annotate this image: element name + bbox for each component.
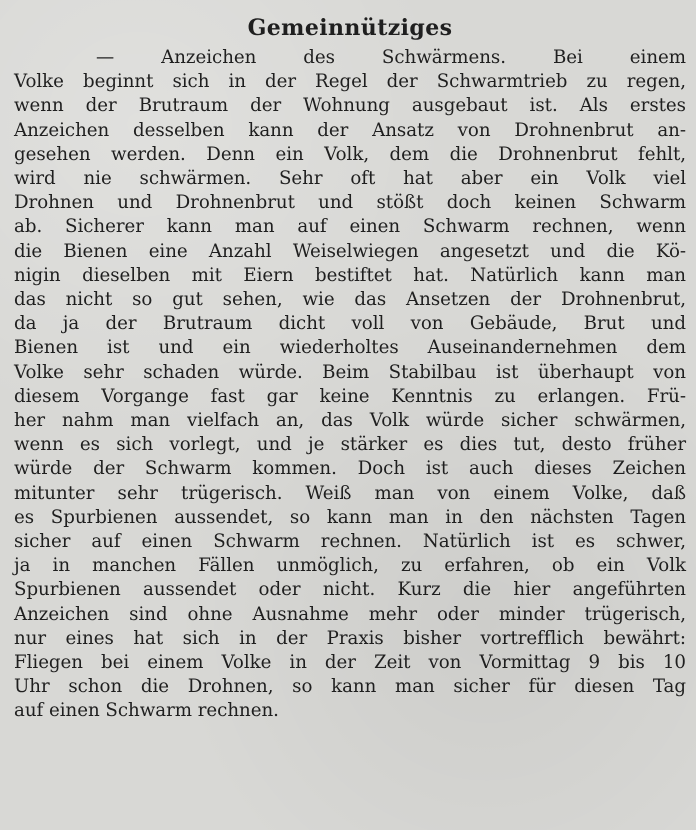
text-line-11: das nicht so gut sehen, wie das Ansetzen der Drohnenbrut,	[14, 289, 686, 311]
text-line-18: würde der Schwarm kommen. Doch ist auch dieses Zeichen	[14, 458, 686, 480]
text-line-8: ab. Sicherer kann man auf einen Schwarm rechnen, wenn	[14, 216, 686, 238]
text-line-4: Anzeichen desselben kann der Ansatz von Drohnenbrut an-	[14, 119, 686, 141]
text-line-16: her nahm man vielfach an, das Volk würde sicher schwärmen,	[14, 410, 686, 432]
text-line-10: nigin dieselben mit Eiern bestiftet hat. Natürlich kann man	[14, 264, 686, 286]
text-line-14: Volke sehr schaden würde. Beim Stabilbau ist überhaupt von	[14, 361, 686, 383]
text-line-7: Drohnen und Drohnenbrut und stößt doch keinen Schwarm	[14, 192, 686, 214]
text-line-17: wenn es sich vorlegt, und je stärker es dies tut, desto früher	[14, 434, 686, 456]
text-line-13: Bienen ist und ein wiederholtes Auseinandernehmen dem	[14, 337, 686, 359]
text-line-21: sicher auf einen Schwarm rechnen. Natürlich ist es schwer,	[14, 531, 686, 553]
article-body	[14, 46, 686, 724]
text-line-23: Spurbienen aussendet oder nicht. Kurz die hier angeführten	[14, 579, 686, 601]
text-line-22: ja in manchen Fällen unmöglich, zu erfahren, ob ein Volk	[14, 555, 686, 577]
text-line-19: mitunter sehr trügerisch. Weiß man von einem Volke, daß	[14, 482, 686, 504]
text-line-5: gesehen werden. Denn ein Volk, dem die Drohnenbrut fehlt,	[14, 143, 686, 165]
text-line-9: die Bienen eine Anzahl Weiselwiegen angesetzt und die Kö-	[14, 240, 686, 262]
text-line-2: Volke beginnt sich in der Regel der Schwarmtrieb zu regen,	[14, 71, 686, 93]
text-line-24: Anzeichen sind ohne Ausnahme mehr oder minder trügerisch,	[14, 603, 686, 625]
text-line-27: Uhr schon die Drohnen, so kann man sicher für diesen Tag	[14, 676, 686, 698]
text-line-1: — Anzeichen des Schwärmens. Bei einem	[96, 47, 686, 68]
text-line-6: wird nie schwärmen. Sehr oft hat aber ein Volk viel	[14, 168, 686, 190]
text-line-15: diesem Vorgange fast gar keine Kenntnis zu erlangen. Frü-	[14, 385, 686, 407]
text-line-25: nur eines hat sich in der Praxis bisher vortrefflich bewährt:	[14, 627, 686, 649]
text-line-20: es Spurbienen aussendet, so kann man in den nächsten Tagen	[14, 506, 686, 528]
text-line-28: auf einen Schwarm rechnen.	[14, 700, 279, 722]
text-line-12: da ja der Brutraum dicht voll von Gebäude, Brut und	[14, 313, 686, 335]
text-line-3: wenn der Brutraum der Wohnung ausgebaut ist. Als erstes	[14, 95, 686, 117]
article-title: Gemeinnütziges	[247, 15, 453, 41]
text-line-26: Fliegen bei einem Volke in der Zeit von Vormittag 9 bis 10	[14, 652, 686, 674]
